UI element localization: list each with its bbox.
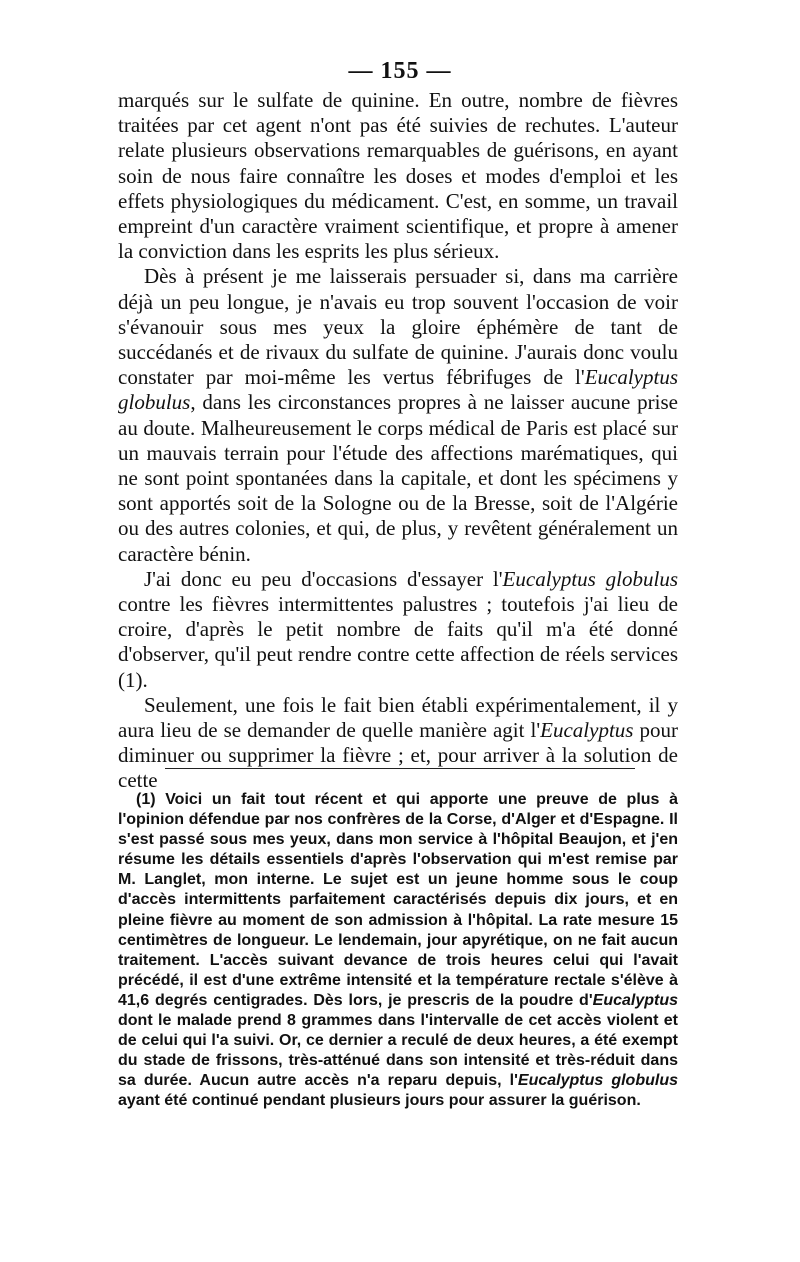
- footnote: [118, 790, 678, 1112]
- paragraph-4-text-a: Seulement, une fois le fait bien établi expérimentalement, il y aura lieu de se demander de quelle manière agit l': [118, 692, 678, 743]
- paragraph-3-text-b: contre les fièvres intermittentes palustres ; toutefois j'ai lieu de croire, d'après le petit nombre de faits qu'il m'a été donné d'observer, qu'il peut rendre contre cette affection de réels services (1).: [118, 592, 678, 692]
- paragraph-3-species-name: Eucalyptus globulus: [502, 566, 679, 591]
- paragraph-3-text-a: J'ai donc eu peu d'occasions d'essayer l': [144, 566, 503, 591]
- footnote-text-a: (1) Voici un fait tout récent et qui apporte une preuve de plus à l'opinion défendue par nos confrères de la Corse, d'Alger et d'Espagne. Il s'est passé sous mes yeux, dans mon service à l'hôpital Beaujon, et j'en résume les détails essentiels d'après l'observation qui m'est remise par M. Langlet, mon interne. Le sujet est un jeune homme sous le coup d'accès intermittents parfaitement caractérisés depuis dix jours, et en pleine fièvre au moment de son admission à l'hôpital. La rate mesure 15 centimètres de longueur. Le lendemain, jour apyrétique, on ne fait aucun traitement. L'accès suivant devance de trois heures celui qui l'avait précédé, il est d'une extrême intensité et la température rectale s'élève à 41,6 degrés centigrades. Dès lors, je prescris de la poudre d': [118, 791, 678, 1009]
- footnote-species-name: Eucalyptus globulus: [517, 1072, 678, 1090]
- paragraph-4-genus-name: Eucalyptus: [540, 718, 634, 743]
- footnote-paragraph: [118, 790, 678, 1112]
- main-text: [118, 88, 678, 794]
- paragraph-2: [118, 264, 678, 566]
- paragraph-4-text-b: pour diminuer ou supprimer la fièvre ; et, pour arriver à la solution de cette: [118, 718, 679, 793]
- paragraph-3: [118, 567, 678, 693]
- paragraph-2-text-b: , dans les circonstances propres à ne laisser aucune prise au doute. Malheureusement le corps médical de Paris est placé sur un mauvais terrain pour l'étude des affections marématiques, qui ne sont point spontanées dans la capitale, et dont les spécimens y sont apportés soit de la Sologne ou de la Bresse, soit de l'Algérie ou des autres colonies, et qui, de plus, y revêtent généralement un caractère bénin.: [118, 390, 678, 566]
- footnote-genus-name: Eucalyptus: [592, 991, 678, 1009]
- footnote-separator: [165, 768, 635, 769]
- page-number: — 155 —: [348, 58, 452, 84]
- paragraph-4: [118, 693, 678, 794]
- footnote-text-b: dont le malade prend 8 grammes dans l'intervalle de cet accès violent et de celui qui l'a suivi. Or, ce dernier a reculé de deux heures, a été exempt du stade de frissons, très-atténué dans son intensité et très-réduit dans sa durée. Aucun autre accès n'a reparu depuis, l': [118, 1012, 678, 1090]
- paragraph-1-text: marqués sur le sulfate de quinine. En outre, nombre de fièvres traitées par cet agent n'ont pas été suivies de rechutes. L'auteur relate plusieurs observations remarquables de guérisons, en ayant soin de nous faire connaître les doses et modes d'emploi et les effets physiologiques du médicament. C'est, en somme, un travail empreint d'un caractère vraiment scientifique, et propre à amener la conviction dans les esprits les plus sérieux.: [118, 88, 678, 264]
- paragraph-2-text-a: Dès à présent je me laisserais persuader si, dans ma carrière déjà un peu longue, je n'avais eu trop souvent l'occasion de voir s'évanouir sous mes yeux la gloire éphémère de tant de succédanés et de rivaux du sulfate de quinine. J'aurais donc voulu constater par moi-même les vertus fébrifuges de l': [118, 264, 678, 390]
- paragraph-1: [118, 88, 678, 264]
- paragraph-2-species-name: Eucalyptus globulus: [118, 365, 678, 415]
- footnote-text-c: ayant été continué pendant plusieurs jours pour assurer la guérison.: [118, 1092, 641, 1110]
